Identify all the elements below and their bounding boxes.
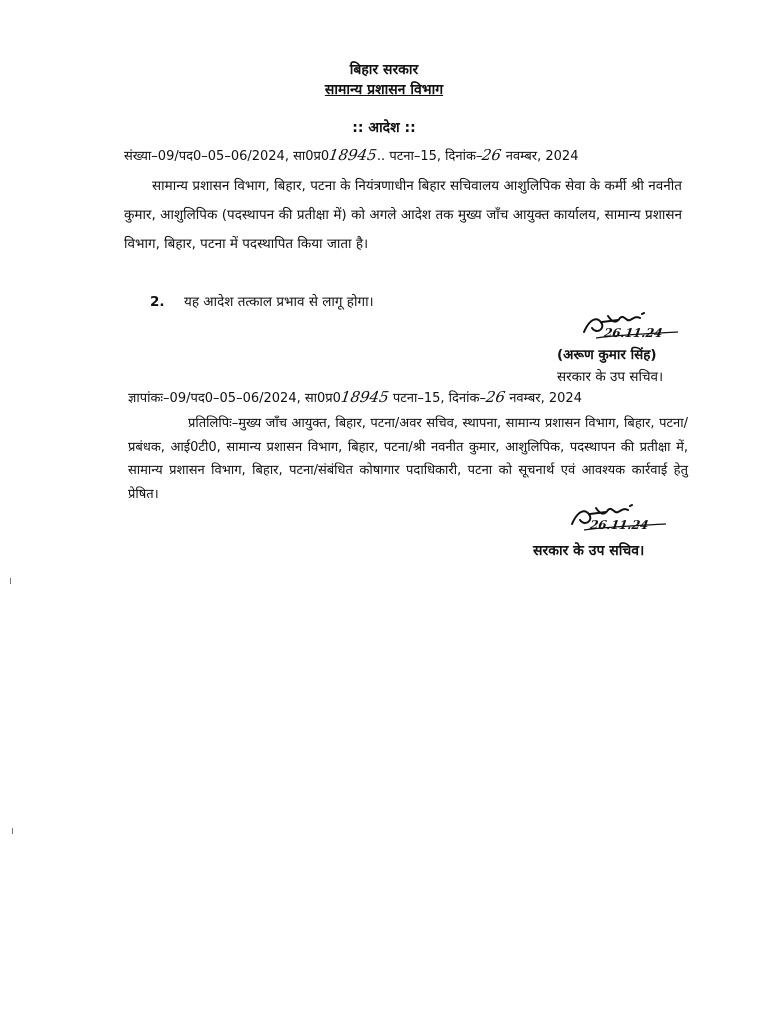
- signatory-title-2: सरकार के उप सचिव।: [533, 543, 645, 559]
- signature-1-date: 26.11.24: [603, 326, 664, 340]
- order-item-2: [150, 292, 374, 310]
- memo-prefix: ज्ञापांकः–09/पद0–05–06/2024, सा0प्र0: [128, 391, 341, 406]
- order-paragraph-1: [124, 172, 682, 259]
- government-name: बिहार सरकार: [349, 62, 419, 78]
- order-title: :: आदेश ::: [352, 120, 416, 136]
- signature-2: [566, 502, 676, 542]
- reference-number: 18945: [327, 146, 379, 164]
- signature-2-date: 26.11.24: [589, 518, 650, 532]
- reference-month-year: नवम्बर, 2024: [505, 149, 579, 164]
- department-name: [0, 80, 768, 99]
- paragraph-1-text: सामान्य प्रशासन विभाग, बिहार, पटना के नियंत्रणाधीन बिहार सचिवालय आशुलिपिक सेवा के कर्मी श्री नवनीत कुमार, आशुलिपिक (पदस्थापन की प्रतीक्षा में) को अगले आदेश तक मुख्य जाँच आयुक्त कार्यालय, सामान्य प्रशासन विभाग, बिहार, पटना में पदस्थापित किया जाता है।: [124, 178, 682, 252]
- signatory-title-1: सरकार के उप सचिव।: [557, 369, 664, 385]
- reference-line: संख्या–09/पद0–05–06/2024, सा0प्र018945.. पटना–15, दिनांक–26 नवम्बर, 2024: [124, 146, 579, 164]
- scan-mark: [10, 578, 11, 584]
- memo-day: 26: [484, 388, 507, 406]
- item-2-text: यह आदेश तत्काल प्रभाव से लागू होगा।: [184, 294, 374, 310]
- reference-prefix: संख्या–09/पद0–05–06/2024, सा0प्र0: [124, 149, 330, 164]
- memo-month-year: नवम्बर, 2024: [509, 391, 582, 406]
- item-2-number: 2.: [150, 294, 165, 310]
- memo-place-date: पटना–15, दिनांक–: [392, 391, 486, 406]
- signatory-name: (अरूण कुमार सिंह): [557, 347, 657, 363]
- copy-to-paragraph: [128, 412, 688, 506]
- memo-reference-line: [128, 388, 582, 406]
- scan-mark: [12, 828, 13, 834]
- signature-1: [578, 308, 688, 348]
- copy-to-text: प्रतिलिपिः–मुख्य जाँच आयुक्त, बिहार, पटना/अवर सचिव, स्थापना, सामान्य प्रशासन विभाग, बिहार, पटना/प्रबंधक, आई0टी0, सामान्य प्रशासन विभाग, बिहार, पटना/श्री नवनीत कुमार, आशुलिपिक, पदस्थापन की प्रतीक्षा में, सामान्य प्रशासन विभाग, बिहार, पटना/संबंधित कोषागार पदाधिकारी, पटना को सूचनार्थ एवं आवश्यक कार्रवाई हेतु प्रेषित।: [128, 416, 688, 502]
- reference-day: 26: [481, 146, 503, 164]
- reference-place-date: पटना–15, दिनांक–: [389, 149, 483, 164]
- memo-number: 18945: [339, 388, 390, 406]
- department-name-text: सामान्य प्रशासन विभाग: [324, 82, 444, 98]
